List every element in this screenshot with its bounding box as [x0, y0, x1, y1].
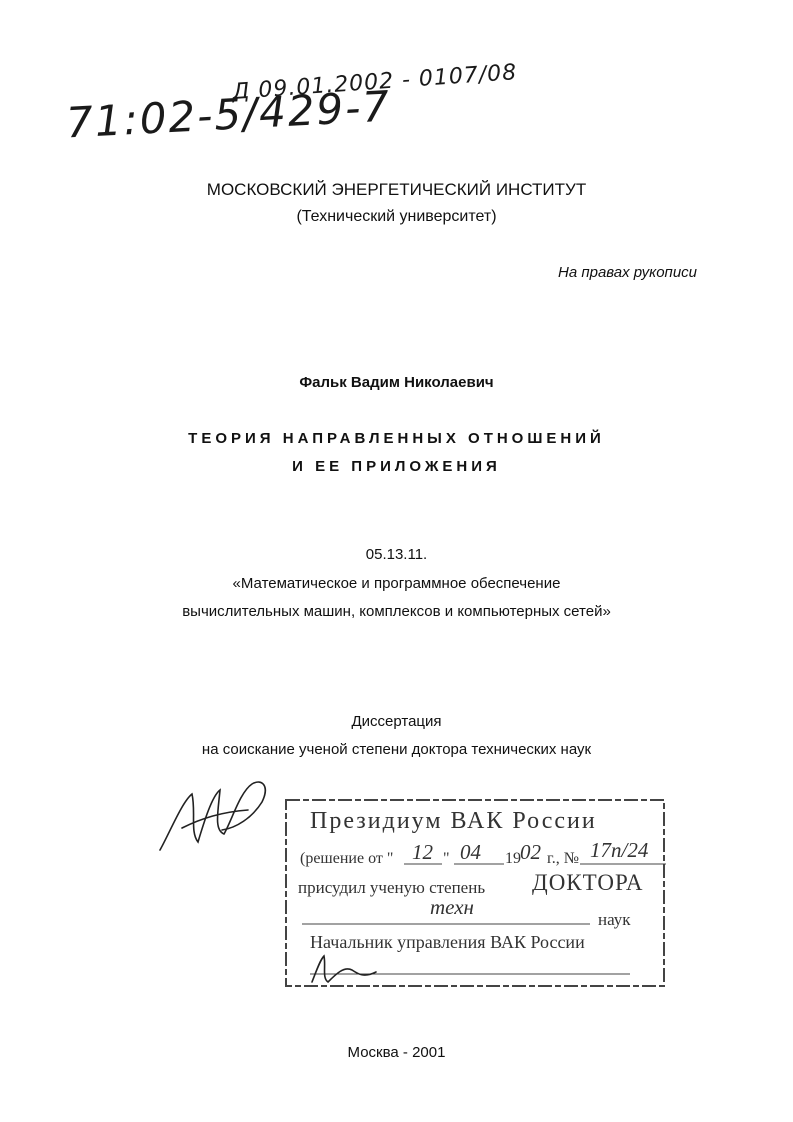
stamp-field-suffix: наук [598, 910, 631, 929]
specialty-line-1: «Математическое и программное обеспечение [232, 575, 561, 592]
stamp-year-prefix: 19 [505, 850, 521, 867]
handwritten-stamp-date: Д 09.01.2002 - 0107/08 [231, 60, 518, 105]
stamp-number-label: г., № [547, 850, 580, 867]
specialty-line-2: вычислительных машин, комплексов и компьютерных сетей» [182, 603, 611, 620]
manuscript-note: На правах рукописи [558, 264, 697, 281]
stamp-title: Президиум ВАК России [310, 808, 597, 834]
stamp-year-suffix: 02 [520, 840, 541, 864]
author-name: Фальк Вадим Николаевич [299, 374, 494, 391]
stamp-head: Начальник управления ВАК России [310, 932, 585, 952]
stamp-field: техн [430, 895, 474, 919]
signature [152, 772, 282, 862]
dissertation-degree: на соискание ученой степени доктора технических наук [201, 741, 592, 758]
stamp-day: 12 [412, 840, 433, 864]
city-year: Москва - 2001 [347, 1044, 446, 1061]
stamp-decision-label: (решение от " [300, 850, 394, 867]
institution-subtitle: (Технический университет) [296, 208, 497, 225]
stamp-awarded-label: присудил ученую степень [298, 878, 486, 897]
title-line-1: ТЕОРИЯ НАПРАВЛЕННЫХ ОТНОШЕНИЙ [188, 430, 605, 447]
dissertation-type: Диссертация [351, 713, 442, 730]
handwritten-registration-code: 71:02-5/429-7 [64, 81, 393, 148]
stamp-decision-number: 17п/24 [590, 838, 649, 862]
institution-name: МОСКОВСКИЙ ЭНЕРГЕТИЧЕСКИЙ ИНСТИТУТ [206, 180, 587, 199]
stamp-signature [306, 948, 386, 988]
stamp-quote: " [443, 850, 450, 867]
title-line-2: И ЕЕ ПРИЛОЖЕНИЯ [292, 458, 501, 475]
stamp-degree: ДОКТОРА [532, 870, 644, 895]
specialty-code: 05.13.11. [365, 546, 428, 563]
stamp-month: 04 [460, 840, 481, 864]
